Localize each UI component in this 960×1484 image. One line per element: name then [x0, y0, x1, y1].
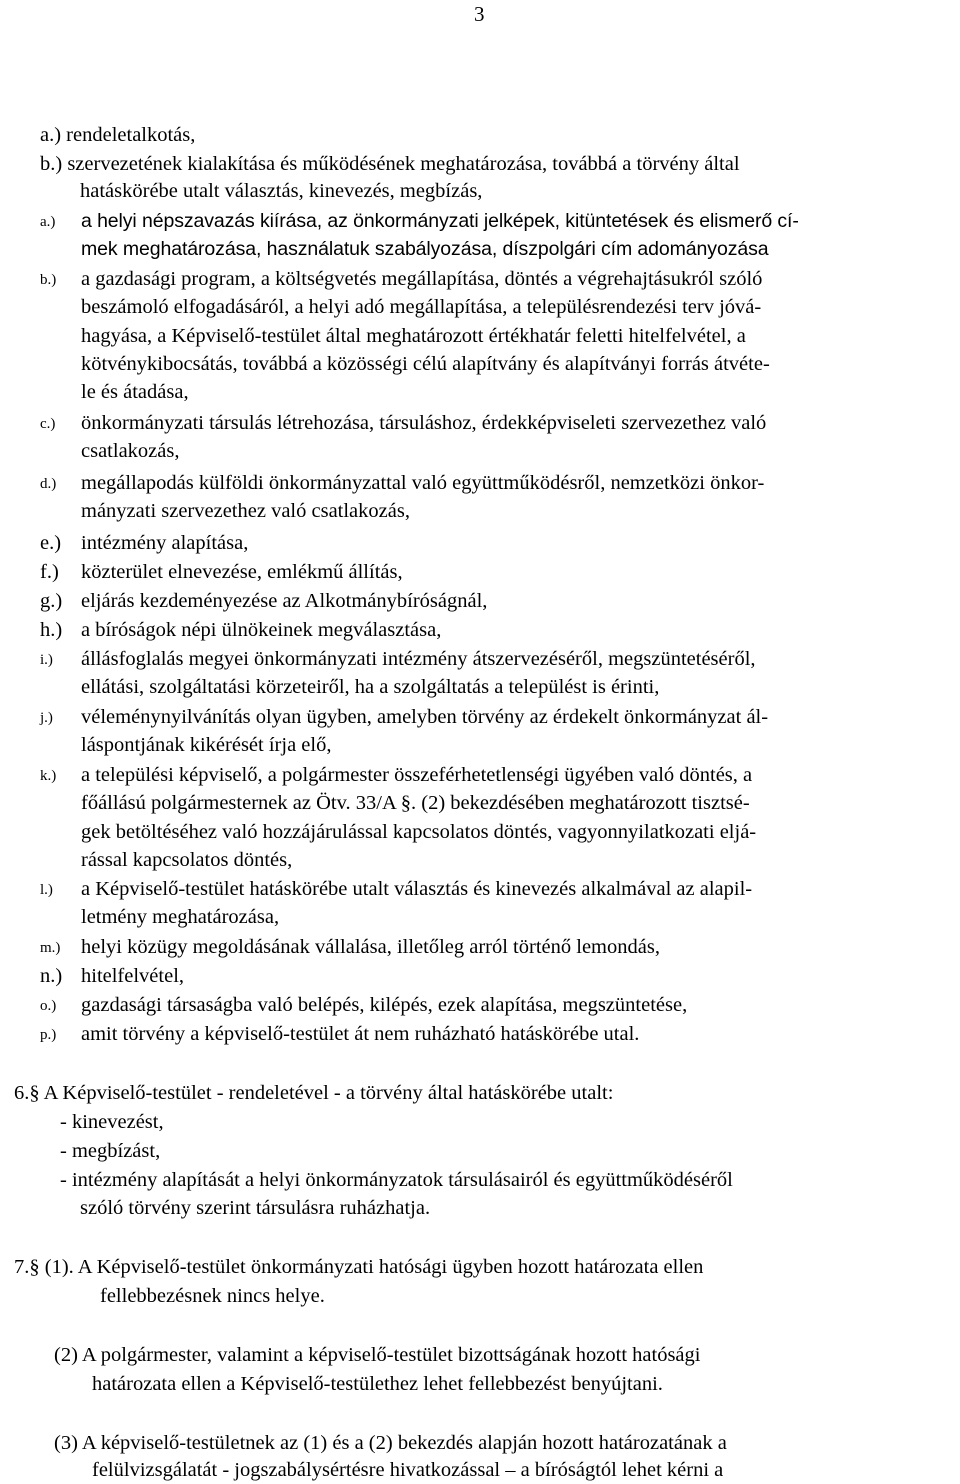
list-item-line: amit törvény a képviselő-testület át nem ruházható hatáskörébe utal. [81, 1023, 640, 1045]
section-6-heading: 6.§ A Képviselő-testület - rendeletével - a törvény által hatáskörébe utalt: [14, 1082, 614, 1104]
list-item-label: p.) [40, 1027, 57, 1043]
list-item-line: a Képviselő-testület hatáskörébe utalt választás és kinevezés alkalmával az alapil- [81, 878, 753, 900]
list-item-text [81, 648, 960, 705]
list-item-label: d.) [40, 476, 57, 492]
list-item-line: hitelfelvétel, [81, 965, 185, 987]
list-item-line: megállapodás külföldi önkormányzattal való együttműködésről, nemzetközi önkor- [81, 472, 765, 494]
list-item-line: állásfoglalás megyei önkormányzati intézmény átszervezéséről, megszüntetéséről, [81, 648, 756, 670]
list-item-label: b.) [40, 272, 57, 288]
list-item-label: j.) [40, 710, 53, 726]
section-7-paragraph-3-cont: felülvizsgálatát - jogszabálysértésre hivatkozással – a bíróságtól lehet kérni a [92, 1459, 724, 1481]
list-item-text [81, 472, 960, 529]
list-item-line: rással kapcsolatos döntés, [81, 848, 293, 871]
list-item-label: f.) [40, 561, 59, 583]
list-item-label: c.) [40, 416, 56, 432]
list-item-line: véleménynyilvánítás olyan ügyben, amelyben törvény az érdekelt önkormányzat ál- [81, 706, 769, 728]
list-item-label: k.) [40, 768, 57, 784]
section-6-bullet: - megbízást, [60, 1140, 161, 1162]
list-item-label: i.) [40, 652, 53, 668]
list-item-text [81, 706, 960, 763]
list-item-b-top: b.) szervezetének kialakítása és működésének meghatározása, továbbá a törvény által [40, 153, 740, 175]
section-7-paragraph-2: (2) A polgármester, valamint a képviselő-testület bizottságának hozott hatósági [54, 1344, 701, 1366]
list-item-line: a települési képviselő, a polgármester összeférhetetlenségi ügyében való döntés, a [81, 764, 753, 786]
list-item-line: mányzati szervezethez való csatlakozás, [81, 500, 410, 523]
list-item-label: n.) [40, 965, 63, 987]
list-item-line: a helyi népszavazás kiírása, az önkormányzati jelképek, kitüntetések és elismerő cí- [81, 210, 799, 232]
section-6-bullet: - kinevezést, [60, 1111, 164, 1133]
list-item-label: l.) [40, 882, 53, 898]
list-item-text [81, 1023, 960, 1051]
section-6-bullet: - intézmény alapítását a helyi önkormányzatok társulásairól és együttműködéséről [60, 1169, 733, 1191]
list-item-text [81, 561, 960, 589]
list-item-line: helyi közügy megoldásának vállalása, illetőleg arról történő lemondás, [81, 936, 660, 958]
list-item-text [81, 936, 960, 964]
list-item-label: o.) [40, 998, 57, 1014]
list-item-line: letmény meghatározása, [81, 906, 280, 929]
list-item-text [81, 268, 960, 409]
list-item-text [81, 965, 960, 993]
section-7-paragraph-3: (3) A képviselő-testületnek az (1) és a (2) bekezdés alapján hozott határozatának a [54, 1432, 727, 1454]
list-item-line: közterület elnevezése, emlékmű állítás, [81, 561, 403, 583]
list-item-line: gazdasági társaságba való belépés, kilépés, ezek alapítása, megszüntetése, [81, 994, 688, 1016]
list-item-text [81, 994, 960, 1022]
section-7-paragraph-1: 7.§ (1). A Képviselő-testület önkormányzati hatósági ügyben hozott határozata ellen [14, 1256, 704, 1278]
list-item-text [81, 210, 960, 267]
list-item-line: a gazdasági program, a költségvetés megállapítása, döntés a végrehajtásukról szóló [81, 268, 763, 290]
list-item-line: beszámoló elfogadásáról, a helyi adó megállapítása, a településrendezési terv jóvá- [81, 296, 762, 319]
list-item-a-top: a.) rendeletalkotás, [40, 124, 196, 146]
list-item-text [81, 412, 960, 469]
list-item-text [81, 532, 960, 560]
list-item-line: hagyása, a Képviselő-testület által meghatározott értékhatár feletti hitelfelvétel, a [81, 324, 746, 347]
section-7-paragraph-1-cont: fellebbezésnek nincs helye. [100, 1285, 325, 1307]
list-item-line: le és átadása, [81, 381, 189, 404]
list-item-text [81, 878, 960, 935]
list-item-b-top-cont: hatáskörébe utalt választás, kinevezés, megbízás, [80, 180, 483, 202]
list-item-text [81, 619, 960, 647]
list-item-line: láspontjának kikérését írja elő, [81, 734, 332, 757]
list-item-line: csatlakozás, [81, 440, 180, 463]
list-item-label: a.) [40, 214, 56, 230]
list-item-line: főállású polgármesternek az Ötv. 33/A §. (2) bekezdésében meghatározott tisztsé- [81, 792, 750, 815]
list-item-line: kötvénykibocsátás, továbbá a közösségi célú alapítvány és alapítványi forrás átvéte- [81, 352, 770, 375]
list-item-label: h.) [40, 619, 63, 641]
list-item-line: önkormányzati társulás létrehozása, társuláshoz, érdekképviseleti szervezethez való [81, 412, 767, 434]
list-item-line: ellátási, szolgáltatási körzeteiről, ha a szolgáltatás a települést is érinti, [81, 676, 660, 699]
list-item-line: intézmény alapítása, [81, 532, 249, 554]
list-item-line: gek betöltéséhez való hozzájárulással kapcsolatos döntés, vagyonnyilatkozati eljá- [81, 820, 757, 843]
list-item-line: eljárás kezdeményezése az Alkotmánybíróságnál, [81, 590, 488, 612]
list-item-label: g.) [40, 590, 63, 612]
list-item-label: m.) [40, 940, 61, 956]
section-7-paragraph-2-cont: határozata ellen a Képviselő-testülethez lehet fellebbezést benyújtani. [92, 1373, 663, 1395]
section-6-bullet-cont: szóló törvény szerint társulásra ruházhatja. [80, 1197, 431, 1219]
page-number: 3 [474, 2, 485, 26]
list-item-line: a bíróságok népi ülnökeinek megválasztása, [81, 619, 442, 641]
list-item-label: e.) [40, 532, 62, 554]
list-item-text [81, 590, 960, 618]
list-item-text [81, 764, 960, 877]
list-item-line: mek meghatározása, használatuk szabályozása, díszpolgári cím adományozása [81, 238, 769, 261]
